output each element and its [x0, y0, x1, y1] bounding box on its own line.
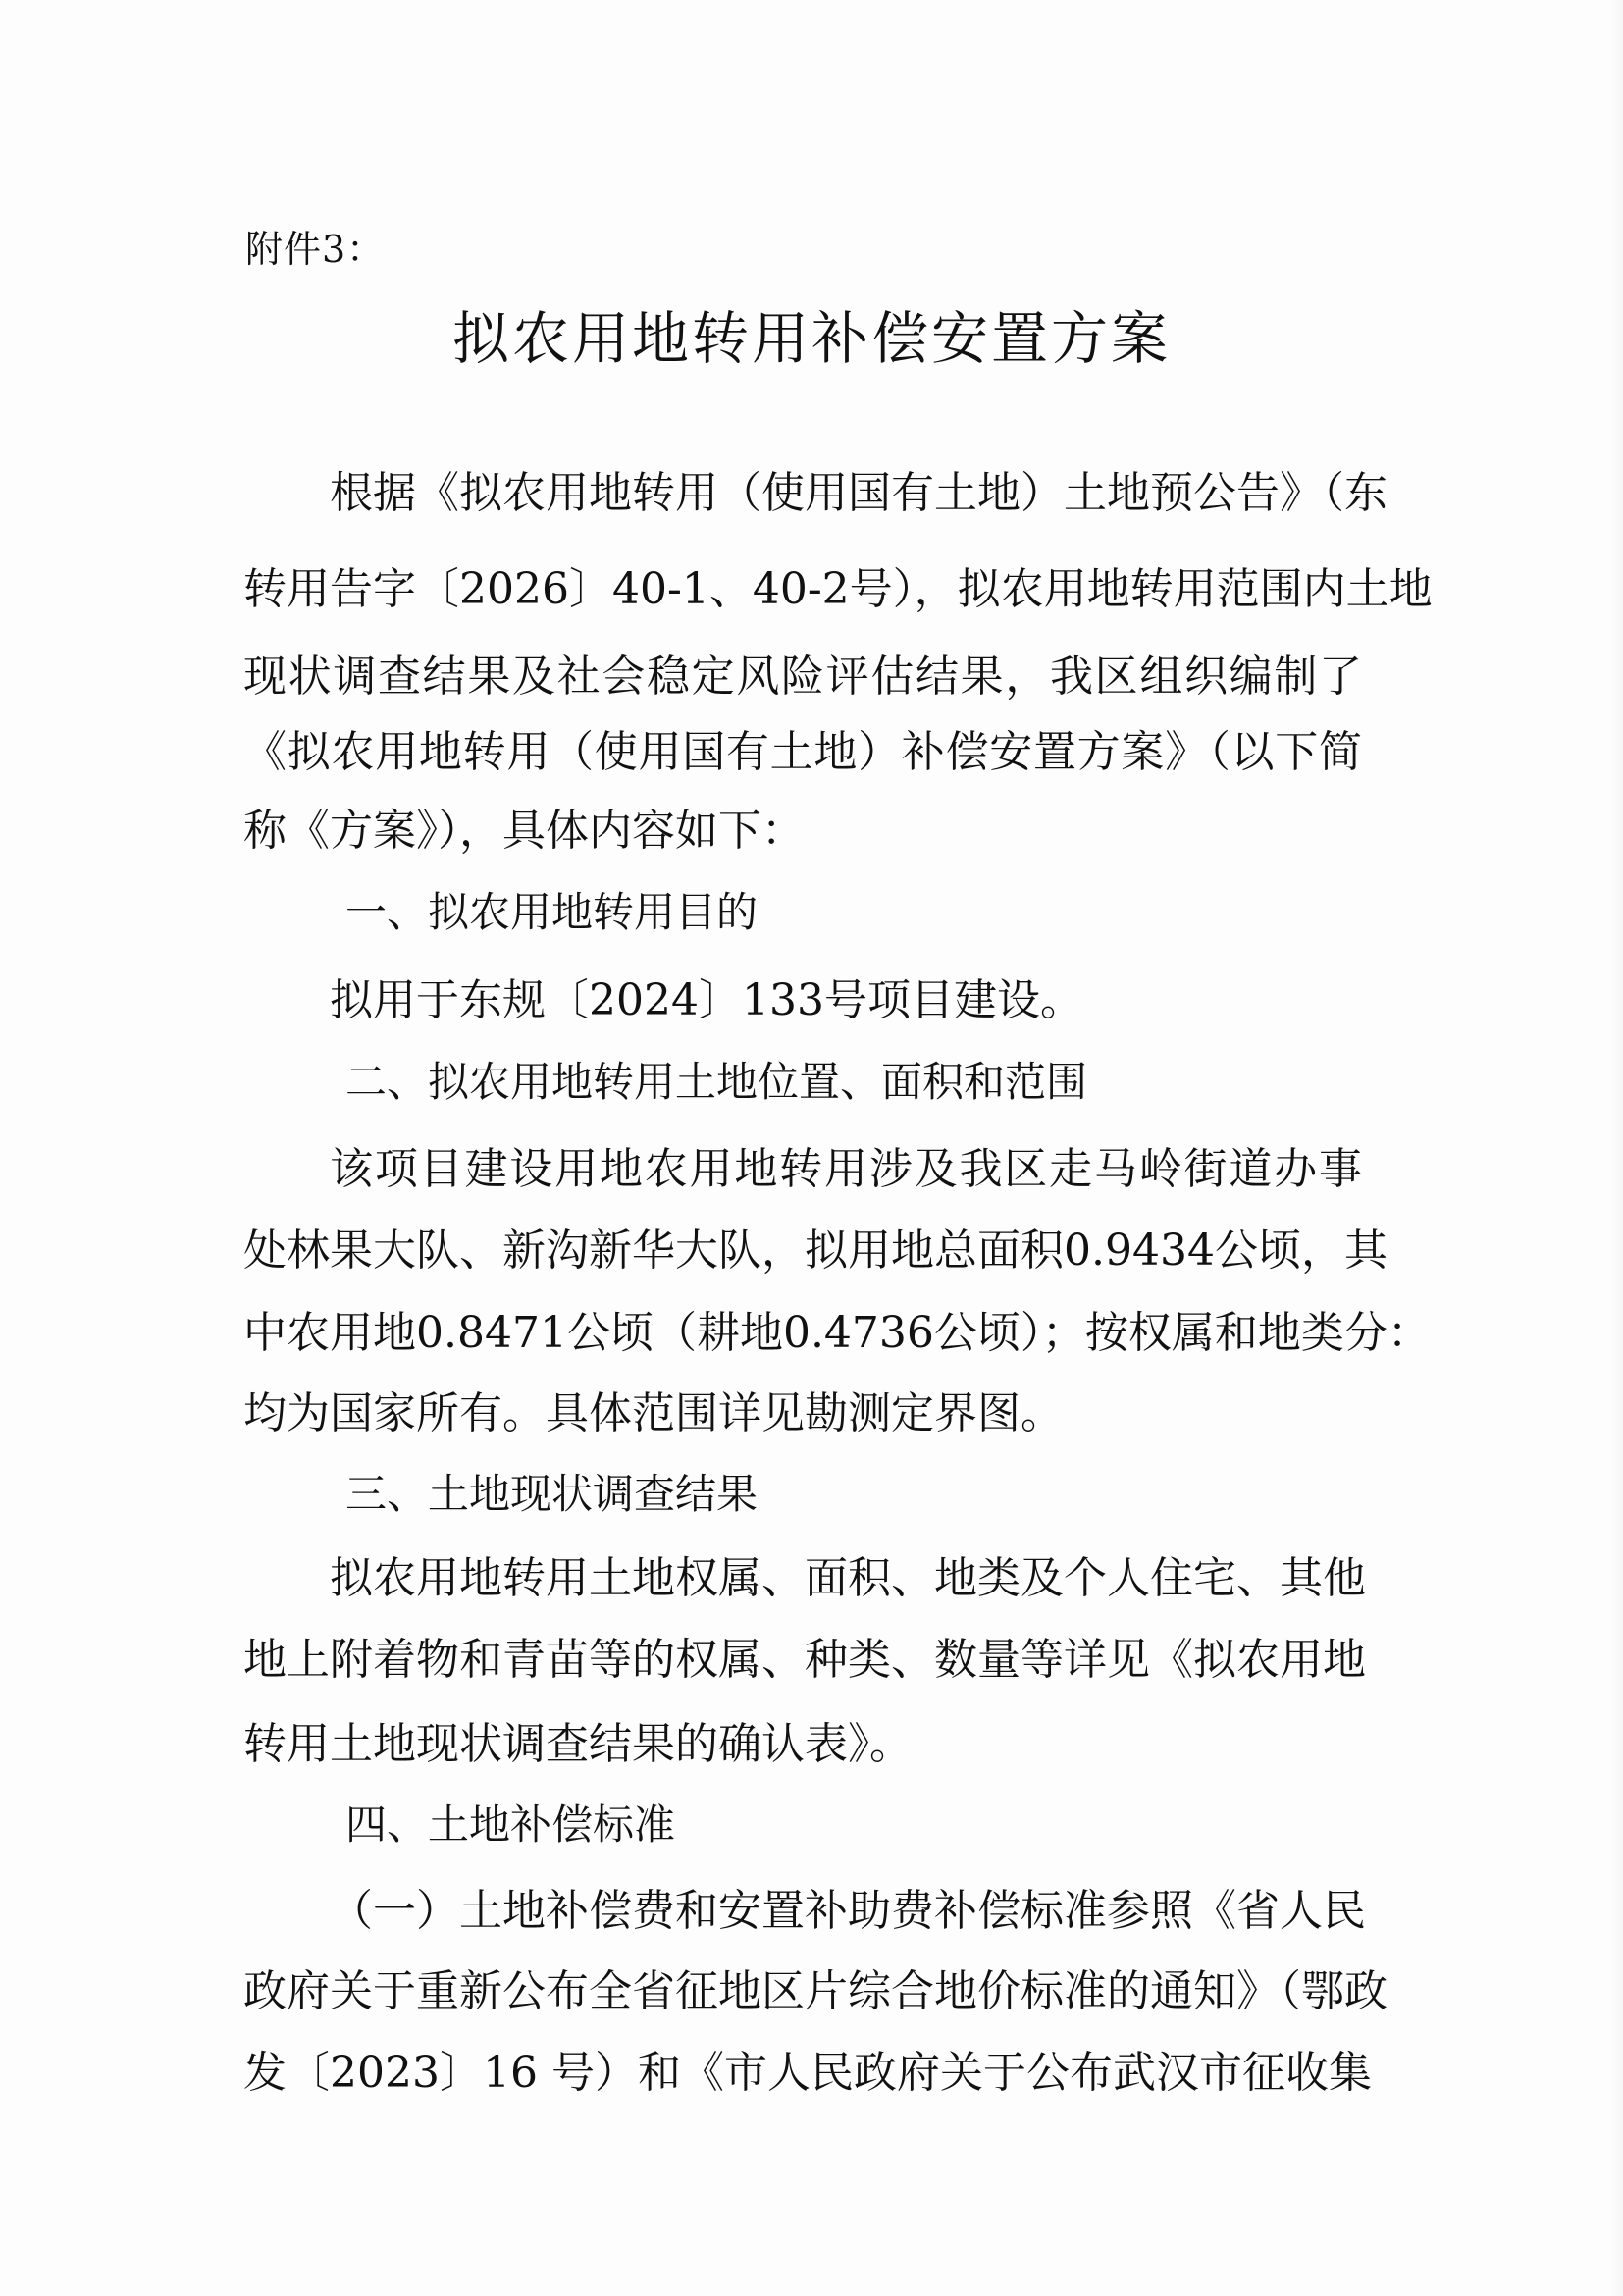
paragraph-line: 拟农用地转用土地权属、面积、地类及个人住宅、其他	[330, 1553, 1366, 1603]
paragraph-line: 拟用于东规〔2024〕133号项目建设。	[330, 975, 1083, 1025]
paragraph-line: 根据《拟农用地转用（使用国有土地）土地预公告》（东	[330, 468, 1387, 518]
paragraph-line: 转用土地现状调查结果的确认表》。	[243, 1719, 913, 1769]
paragraph-line: 称《方案》），具体内容如下：	[243, 806, 805, 856]
section-heading: 三、土地现状调查结果	[345, 1470, 759, 1518]
document-title: 拟农用地转用补偿安置方案	[451, 305, 1171, 372]
paragraph-line: 中农用地0.8471公顷（耕地0.4736公顷）；按权属和地类分：	[243, 1308, 1431, 1358]
section-heading: 四、土地补偿标准	[345, 1800, 676, 1849]
paragraph-line: 现状调查结果及社会稳定风险评估结果，我区组织编制了	[243, 652, 1362, 702]
paragraph-line: 处林果大队、新沟新华大队，拟用地总面积0.9434公顷，其	[243, 1226, 1387, 1276]
paragraph-line: 政府关于重新公布全省征地区片综合地价标准的通知》（鄂政	[243, 1966, 1387, 2016]
section-heading: 二、拟农用地转用土地位置、面积和范围	[345, 1058, 1088, 1106]
paragraph-line: 转用告字〔2026〕40-1、40-2号），拟农用地转用范围内土地	[243, 564, 1433, 614]
paragraph-line: 该项目建设用地农用地转用涉及我区走马岭街道办事	[330, 1144, 1362, 1194]
paragraph-line: （一）土地补偿费和安置补助费补偿标准参照《省人民	[330, 1886, 1366, 1936]
scan-edge-shadow	[1609, 0, 1623, 2296]
paragraph-line: 发〔2023〕16 号）和《市人民政府关于公布武汉市征收集	[243, 2048, 1372, 2098]
paragraph-line: 《拟农用地转用（使用国有土地）补偿安置方案》（以下简	[243, 727, 1362, 777]
section-heading: 一、拟农用地转用目的	[345, 888, 759, 936]
attachment-label: 附件3：	[245, 228, 386, 271]
paragraph-line: 均为国家所有。具体范围详见勘测定界图。	[243, 1388, 1064, 1438]
paragraph-line: 地上附着物和青苗等的权属、种类、数量等详见《拟农用地	[243, 1635, 1366, 1685]
